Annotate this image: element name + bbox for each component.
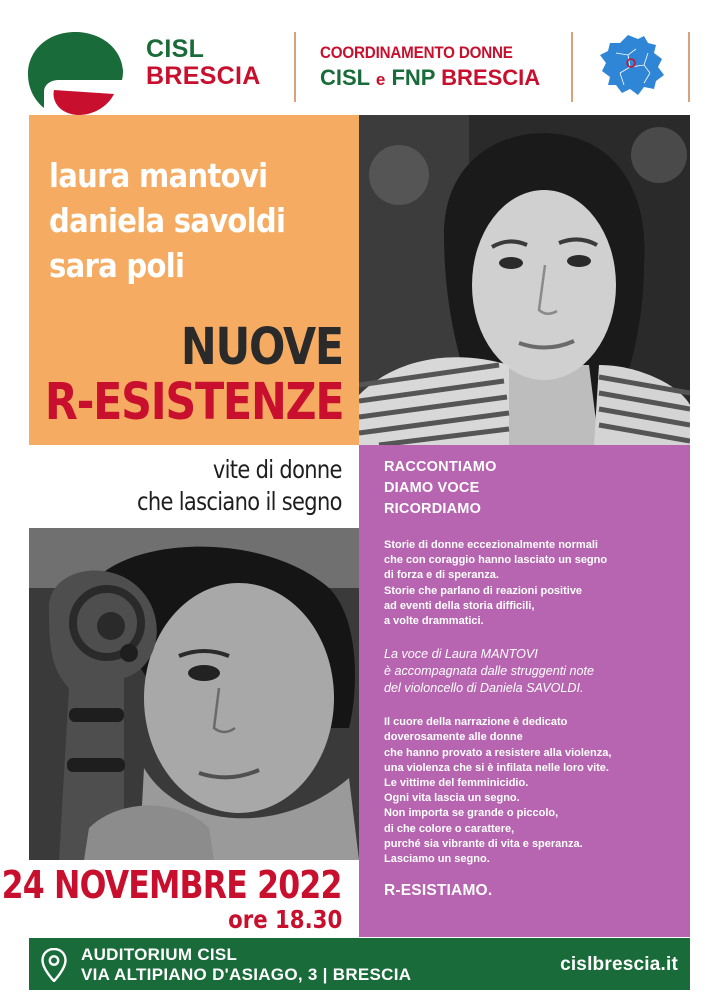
location-pin-icon: [41, 948, 67, 982]
event-subtitle: [137, 454, 342, 518]
coord-brescia: BRESCIA: [441, 65, 541, 90]
subtitle-line2: che lasciano il segno: [137, 487, 342, 516]
venue-address: [81, 945, 411, 985]
keyword: RICORDIAMO: [384, 501, 482, 517]
coord-cisl: CISL: [320, 65, 370, 90]
header-divider: [294, 32, 296, 102]
subtitle-line1: vite di donne: [213, 455, 342, 484]
text-line: di forza e di speranza.: [384, 569, 499, 582]
text-line: purché sia vibrante di vita e speranza.: [384, 837, 583, 850]
text-line: di che colore o carattere,: [384, 822, 515, 835]
text-line: a volte drammatici.: [384, 615, 484, 628]
venue-name: AUDITORIUM CISL: [81, 945, 238, 964]
performer-names: [49, 153, 285, 288]
coordinamento-line1: COORDINAMENTO DONNE: [320, 44, 513, 62]
text-line: Le vittime del femminicidio.: [384, 777, 529, 790]
text-line: Non importa se grande o piccolo,: [384, 807, 559, 820]
brand-line-cisl: CISL: [146, 35, 205, 63]
street-address: VIA ALTIPIANO D'ASIAGO, 3 | BRESCIA: [81, 965, 412, 984]
header-divider: [688, 32, 690, 102]
keyword: DIAMO VOCE: [384, 480, 480, 496]
event-title-line1: NUOVE: [180, 318, 343, 377]
description-panel: [359, 445, 690, 937]
website-link[interactable]: cislbrescia.it: [560, 954, 678, 975]
description-paragraph-1: [384, 538, 678, 629]
footer-bar: [29, 938, 690, 990]
text-line: che con coraggio hanno lasciato un segno: [384, 554, 608, 567]
performer-name: sara poli: [49, 246, 185, 285]
coord-e: e: [375, 70, 386, 89]
text-line: Lasciamo un segno.: [384, 853, 490, 866]
description-paragraph-2: [384, 646, 678, 697]
performer-name: laura mantovi: [49, 156, 268, 195]
performer-name: daniela savoldi: [49, 201, 286, 240]
event-date: 24 NOVEMBRE 2022: [2, 863, 342, 907]
coordinamento-title: [320, 44, 540, 91]
text-line: del violoncello di Daniela SAVOLDI.: [384, 681, 584, 696]
cisl-logo-icon: [26, 30, 124, 122]
header: [0, 0, 718, 115]
header-divider: [571, 32, 573, 102]
brand-line-brescia: BRESCIA: [146, 62, 261, 90]
brescia-map-icon: [598, 33, 666, 97]
event-title-line2: R-ESISTENZE: [44, 373, 343, 432]
coord-fnp: FNP: [391, 65, 436, 90]
text-line: Ogni vita lascia un segno.: [384, 792, 520, 805]
text-line: ad eventi della storia difficili,: [384, 599, 535, 612]
event-time: ore 18.30: [227, 905, 342, 934]
title-block: [29, 115, 359, 445]
closing-slogan: R-ESISTIAMO.: [384, 882, 493, 900]
keywords: [384, 457, 678, 520]
text-line: Il cuore della narrazione è dedicato: [384, 716, 568, 729]
description-paragraph-3: [384, 715, 678, 867]
text-line: Storie che parlano di reazioni positive: [384, 584, 583, 597]
text-line: Storie di donne eccezionalmente normali: [384, 539, 598, 551]
text-line: che hanno provato a resistere alla violenza,: [384, 746, 612, 759]
text-line: una violenza che si è infilata nelle loro vite.: [384, 761, 609, 774]
text-line: è accompagnata dalle struggenti note: [384, 664, 595, 679]
text-line: doverosamente alle donne: [384, 731, 523, 744]
brand-name: [146, 36, 261, 90]
text-line: La voce di Laura MANTOVI: [384, 647, 538, 662]
cello-photo: [29, 528, 359, 860]
coordinamento-line2: [320, 65, 540, 91]
portrait-photo: [359, 115, 690, 445]
keyword: RACCONTIAMO: [384, 459, 497, 475]
